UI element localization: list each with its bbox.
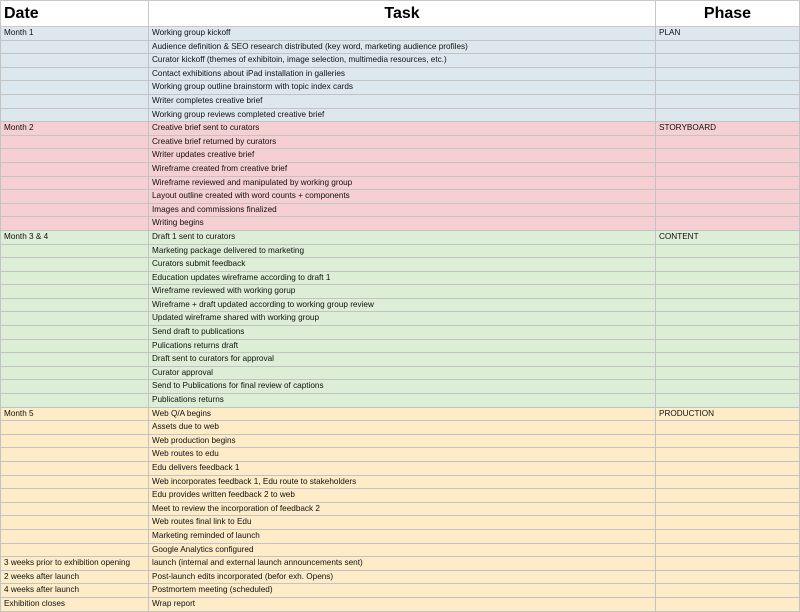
phase-cell[interactable] [656,271,800,285]
table-row [1,475,800,489]
date-cell[interactable]: 2 weeks after launch [1,570,149,584]
phase-cell[interactable]: CONTENT [656,230,800,244]
table-row [1,407,800,421]
table-row [1,339,800,353]
table-row [1,176,800,190]
table-row [1,529,800,543]
date-cell[interactable] [1,149,149,163]
date-cell[interactable] [1,448,149,462]
phase-cell[interactable] [656,162,800,176]
date-cell[interactable] [1,380,149,394]
table-row [1,421,800,435]
date-cell[interactable] [1,176,149,190]
phase-cell[interactable] [656,516,800,530]
table-row [1,366,800,380]
date-cell[interactable] [1,94,149,108]
phase-cell[interactable] [656,339,800,353]
table-row [1,230,800,244]
phase-cell[interactable] [656,244,800,258]
task-cell[interactable]: Edu provides written feedback 2 to web [149,489,656,503]
phase-cell[interactable] [656,217,800,231]
date-cell[interactable]: 3 weeks prior to exhibition opening [1,557,149,571]
phase-cell[interactable] [656,258,800,272]
table-row [1,27,800,41]
date-cell[interactable] [1,258,149,272]
date-cell[interactable] [1,298,149,312]
date-cell[interactable] [1,394,149,408]
phase-cell[interactable] [656,81,800,95]
phase-cell[interactable] [656,434,800,448]
phase-cell[interactable] [656,489,800,503]
task-cell[interactable]: Writer completes creative brief [149,94,656,108]
table-row [1,94,800,108]
task-cell[interactable]: Working group outline brainstorm with topic index cards [149,81,656,95]
table-row [1,135,800,149]
table-row [1,298,800,312]
task-cell[interactable]: Writer updates creative brief [149,149,656,163]
date-cell[interactable] [1,81,149,95]
task-cell[interactable]: Wireframe reviewed and manipulated by working group [149,176,656,190]
table-row [1,434,800,448]
date-cell[interactable]: Month 3 & 4 [1,230,149,244]
date-cell[interactable] [1,203,149,217]
table-row [1,162,800,176]
table-row [1,584,800,598]
phase-cell[interactable] [656,529,800,543]
phase-cell[interactable] [656,176,800,190]
date-cell[interactable]: 4 weeks after launch [1,584,149,598]
task-cell[interactable]: Creative brief returned by curators [149,135,656,149]
phase-cell[interactable] [656,475,800,489]
table-row [1,312,800,326]
date-header: Date [1,1,149,27]
date-cell[interactable] [1,217,149,231]
phase-cell[interactable] [656,570,800,584]
task-cell[interactable]: Draft sent to curators for approval [149,353,656,367]
table-row [1,489,800,503]
phase-cell[interactable] [656,448,800,462]
phase-cell[interactable] [656,149,800,163]
date-cell[interactable] [1,162,149,176]
table-row [1,462,800,476]
task-cell[interactable]: Curators submit feedback [149,258,656,272]
table-row [1,108,800,122]
date-cell[interactable]: Month 2 [1,122,149,136]
table-row [1,67,800,81]
task-cell[interactable]: Wireframe reviewed with working gorup [149,285,656,299]
table-row [1,81,800,95]
phase-cell[interactable] [656,108,800,122]
date-cell[interactable] [1,489,149,503]
date-cell[interactable] [1,475,149,489]
date-cell[interactable] [1,462,149,476]
table-row [1,203,800,217]
phase-cell[interactable] [656,298,800,312]
task-cell[interactable]: Publications returns [149,394,656,408]
task-cell[interactable]: Marketing reminded of launch [149,529,656,543]
table-row [1,258,800,272]
task-cell[interactable]: Writing begins [149,217,656,231]
task-cell[interactable]: Layout outline created with word counts + components [149,190,656,204]
task-cell[interactable]: Marketing package delivered to marketing [149,244,656,258]
date-cell[interactable] [1,434,149,448]
phase-cell[interactable] [656,421,800,435]
table-row [1,285,800,299]
task-cell[interactable]: Contact exhibitions about iPad installation in galleries [149,67,656,81]
phase-cell[interactable]: STORYBOARD [656,122,800,136]
task-cell[interactable]: Creative brief sent to curators [149,122,656,136]
date-cell[interactable]: Month 5 [1,407,149,421]
table-row [1,597,800,611]
table-row [1,40,800,54]
table-row [1,244,800,258]
date-cell[interactable] [1,529,149,543]
table-row [1,570,800,584]
phase-cell[interactable] [656,67,800,81]
phase-cell[interactable] [656,543,800,557]
task-cell[interactable]: launch (internal and external launch announcements sent) [149,557,656,571]
table-row [1,516,800,530]
table-row [1,557,800,571]
date-cell[interactable]: Month 1 [1,27,149,41]
task-cell[interactable]: Web Q/A begins [149,407,656,421]
phase-cell[interactable] [656,597,800,611]
table-row [1,394,800,408]
task-cell[interactable]: Education updates wireframe according to draft 1 [149,271,656,285]
schedule-body [1,27,800,612]
phase-cell[interactable] [656,326,800,340]
phase-cell[interactable] [656,584,800,598]
phase-cell[interactable] [656,462,800,476]
date-cell[interactable] [1,108,149,122]
task-cell[interactable]: Audience definition & SEO research distributed (key word, marketing audience profiles) [149,40,656,54]
date-cell[interactable] [1,421,149,435]
task-cell[interactable]: Curator kickoff (themes of exhibitoin, image selection, multimedia resources, etc.) [149,54,656,68]
phase-cell[interactable]: PLAN [656,27,800,41]
task-cell[interactable]: Google Analytics configured [149,543,656,557]
table-row [1,502,800,516]
task-cell[interactable]: Working group kickoff [149,27,656,41]
task-cell[interactable]: Wireframe + draft updated according to working group review [149,298,656,312]
table-row [1,380,800,394]
table-row [1,54,800,68]
phase-cell[interactable] [656,190,800,204]
task-cell[interactable]: Images and commissions finalized [149,203,656,217]
task-cell[interactable]: Web routes final link to Edu [149,516,656,530]
phase-cell[interactable] [656,394,800,408]
phase-cell[interactable] [656,366,800,380]
table-row [1,326,800,340]
phase-cell[interactable] [656,94,800,108]
task-cell[interactable]: Postmortem meeting (scheduled) [149,584,656,598]
task-cell[interactable]: Web production begins [149,434,656,448]
date-cell[interactable] [1,54,149,68]
phase-cell[interactable] [656,380,800,394]
task-cell[interactable]: Draft 1 sent to curators [149,230,656,244]
header-row [1,1,800,27]
date-cell[interactable] [1,543,149,557]
table-row [1,122,800,136]
date-cell[interactable] [1,135,149,149]
table-row [1,217,800,231]
date-cell[interactable] [1,516,149,530]
phase-cell[interactable] [656,135,800,149]
table-row [1,271,800,285]
date-cell[interactable] [1,326,149,340]
task-cell[interactable]: Curator approval [149,366,656,380]
task-cell[interactable]: Edu delivers feedback 1 [149,462,656,476]
phase-cell[interactable] [656,353,800,367]
date-cell[interactable] [1,312,149,326]
task-cell[interactable]: Wrap report [149,597,656,611]
task-cell[interactable]: Web incorporates feedback 1, Edu route to stakeholders [149,475,656,489]
date-cell[interactable] [1,366,149,380]
task-cell[interactable]: Pulications returns draft [149,339,656,353]
date-cell[interactable] [1,190,149,204]
date-cell[interactable] [1,353,149,367]
table-row [1,190,800,204]
phase-cell[interactable]: PRODUCTION [656,407,800,421]
task-cell[interactable]: Post-launch edits incorporated (befor exh. Opens) [149,570,656,584]
date-cell[interactable] [1,285,149,299]
task-cell[interactable]: Updated wireframe shared with working group [149,312,656,326]
table-row [1,353,800,367]
date-cell[interactable] [1,67,149,81]
task-cell[interactable]: Meet to review the incorporation of feedback 2 [149,502,656,516]
date-cell[interactable]: Exhibition closes [1,597,149,611]
date-cell[interactable] [1,339,149,353]
task-cell[interactable]: Send to Publications for final review of captions [149,380,656,394]
phase-cell[interactable] [656,203,800,217]
task-cell[interactable]: Web routes to edu [149,448,656,462]
phase-cell[interactable] [656,40,800,54]
phase-cell[interactable] [656,285,800,299]
phase-cell[interactable] [656,502,800,516]
table-row [1,149,800,163]
table-row [1,448,800,462]
phase-cell[interactable] [656,54,800,68]
date-cell[interactable] [1,40,149,54]
table-row [1,543,800,557]
date-cell[interactable] [1,502,149,516]
task-cell[interactable]: Working group reviews completed creative brief [149,108,656,122]
task-header: Task [149,1,656,27]
task-cell[interactable]: Send draft to publications [149,326,656,340]
task-cell[interactable]: Assets due to web [149,421,656,435]
phase-cell[interactable] [656,312,800,326]
task-cell[interactable]: Wireframe created from creative brief [149,162,656,176]
date-cell[interactable] [1,244,149,258]
date-cell[interactable] [1,271,149,285]
phase-header: Phase [656,1,800,27]
phase-cell[interactable] [656,557,800,571]
